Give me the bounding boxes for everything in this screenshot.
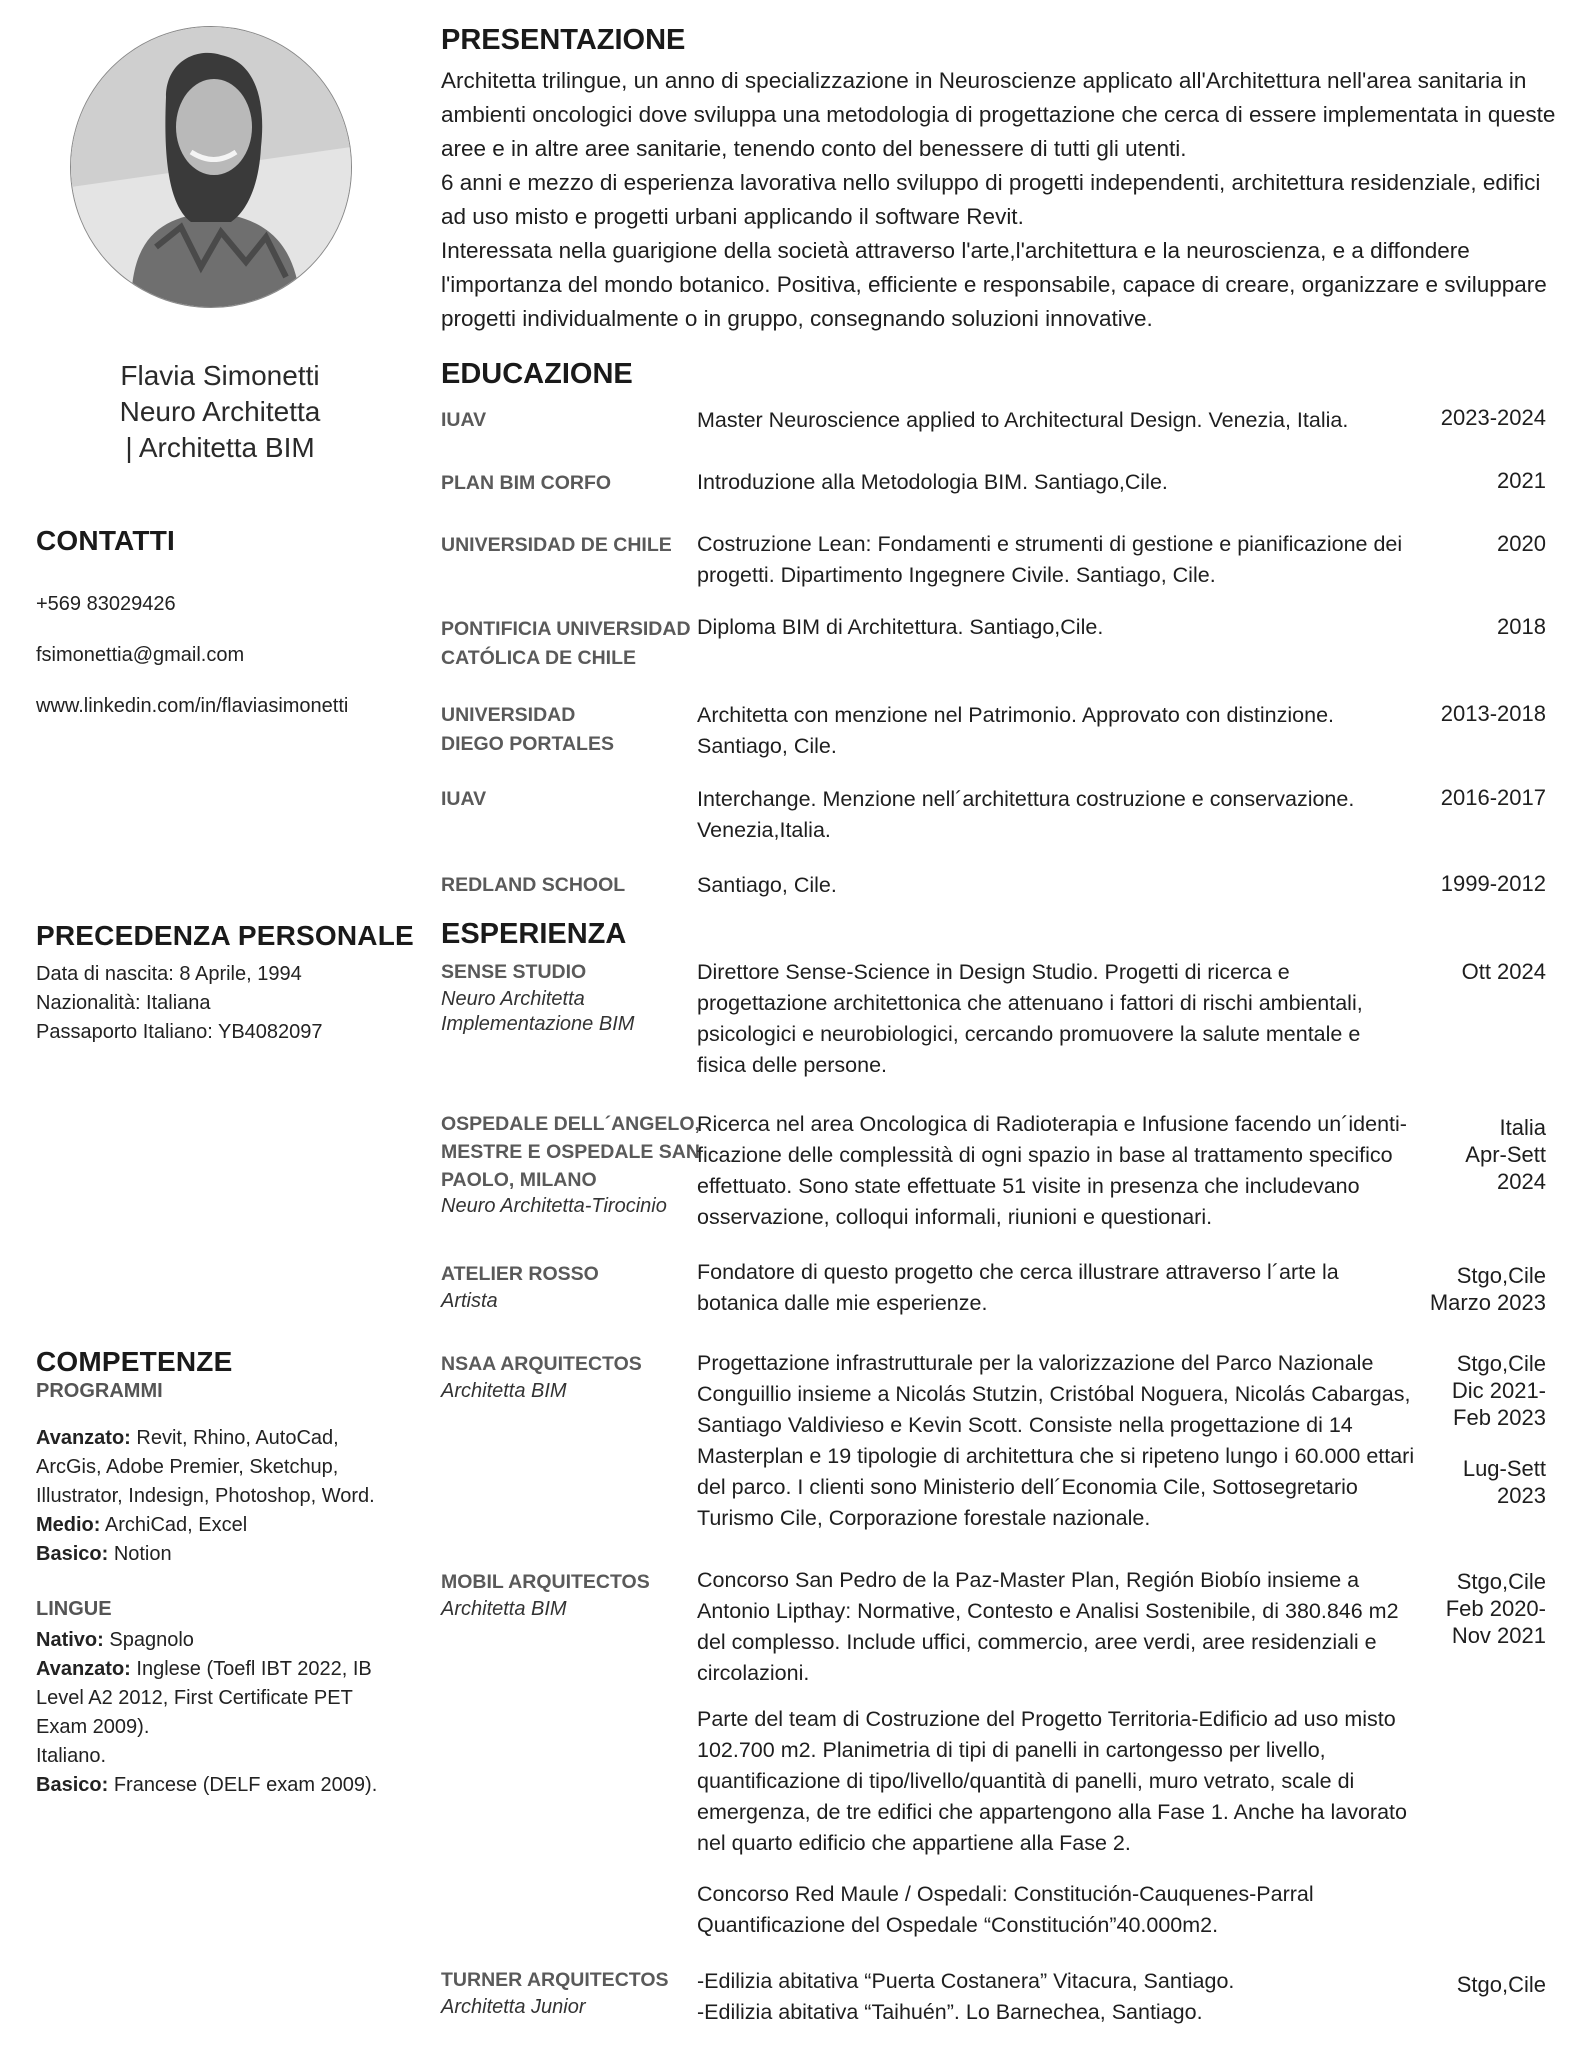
nationality: Nazionalità: Italiana	[36, 992, 211, 1014]
exp-desc: Ricerca nel area Oncologica di Radioterapia e Infusione facendo un´identi-ficazione delle complessità di ogni spazio in base al trattamento specifico effettuato. Sono state effettuate 51 visite in presenza che includevano osservazione, colloqui informali, riunioni e questionari.	[697, 1112, 1407, 1229]
exp-date: Italia Apr-Sett 2024	[1465, 1115, 1546, 1194]
phone-text[interactable]: +569 83029426	[36, 593, 176, 615]
exp-org: TURNER ARQUITECTOS Architetta Junior	[441, 1966, 691, 2020]
esperienza-heading: ESPERIENZA	[441, 918, 627, 950]
edu-desc: Diploma BIM di Architettura. Santiago,Cile.	[697, 615, 1104, 639]
exp-date: Lug-Sett 2023	[1462, 1456, 1546, 1508]
exp-org: ATELIER ROSSO Artista	[441, 1260, 691, 1314]
exp-date: Stgo,Cile Marzo 2023	[1429, 1263, 1546, 1315]
competenze-heading: COMPETENZE	[36, 1346, 233, 1377]
exp-desc: Direttore Sense-Science in Design Studio. Progetti di ricerca e progettazione architettonica che attenuano i fattori di rischi ambientali, psicologici e neurobiologici, cercando promuovere la salute mentale e fisica delle persone.	[697, 960, 1363, 1077]
birth-date: Data di nascita: 8 Aprile, 1994	[36, 963, 302, 985]
exp-date: Stgo,Cile Feb 2020- Nov 2021	[1445, 1569, 1546, 1648]
edu-date: 1999-2012	[1440, 871, 1546, 896]
exp-org: SENSE STUDIO Neuro Architetta Implementazione BIM	[441, 958, 691, 1037]
exp-org: MOBIL ARQUITECTOS Architetta BIM	[441, 1568, 691, 1622]
edu-desc: Master Neuroscience applied to Architectural Design. Venezia, Italia.	[697, 408, 1349, 432]
profile-subtitle: | Architetta BIM	[125, 432, 315, 463]
passport: Passaporto Italiano: YB4082097	[36, 1021, 323, 1043]
exp-desc: Fondatore di questo progetto che cerca illustrare attraverso l´arte la botanica dalle mie esperienze.	[697, 1260, 1339, 1315]
exp-org: NSAA ARQUITECTOS Architetta BIM	[441, 1350, 691, 1404]
lingue-heading: LINGUE	[36, 1598, 112, 1620]
edu-date: 2018	[1497, 614, 1546, 639]
language-italian: Italiano.	[36, 1745, 107, 1767]
exp-desc: Progettazione infrastrutturale per la valorizzazione del Parco Nazionale Conguillio insieme a Nicolás Stutzin, Cristóbal Noguera, Nicolás Cabargas, Santiago Valdivieso e Kevin Scott. Consiste nella progettazione di 14 Masterplan e 19 tipologie di architettura che si ripeteno lungo i 60.000 ettari del parco. I clienti sono Ministerio dell´Economia Cile, Sottosegretario Turismo Cile, Corporazione forestale nazionale.	[697, 1351, 1415, 1530]
edu-date: 2016-2017	[1440, 785, 1546, 810]
language-advanced-line: Level A2 2012, First Certificate PET	[36, 1687, 353, 1709]
edu-date: 2023-2024	[1440, 405, 1546, 430]
edu-desc: Interchange. Menzione nell´architettura costruzione e conservazione. Venezia,Italia.	[697, 787, 1355, 842]
exp-role: Neuro Architetta-Tirocinio	[441, 1195, 667, 1217]
profile-photo	[70, 26, 352, 308]
edu-org: PLAN BIM CORFO	[441, 472, 612, 494]
exp-date: Ott 2024	[1461, 959, 1546, 984]
educazione-heading: EDUCAZIONE	[441, 358, 633, 390]
exp-date: Stgo,Cile	[1456, 1972, 1546, 1997]
programmi-heading: PROGRAMMI	[36, 1380, 163, 1402]
language-basic: Basico: Francese (DELF exam 2009).	[36, 1774, 378, 1796]
presentazione-heading: PRESENTAZIONE	[441, 24, 686, 56]
exp-desc: Concorso San Pedro de la Paz-Master Plan, Región Biobío insieme a Antonio Lipthay: Normative, Contesto e Analisi Sostenibile, di 380.846 m2 del complesso. Include uffici, commercio, aree verdi, aree residenziali e circolazioni.	[697, 1568, 1399, 1685]
exp-date: Stgo,Cile Dic 2021- Feb 2023	[1451, 1351, 1546, 1430]
language-advanced-line: Exam 2009).	[36, 1716, 150, 1738]
skills-medium: Medio: ArchiCad, Excel	[36, 1514, 248, 1536]
edu-org: UNIVERSIDAD DE CHILE	[441, 534, 672, 556]
edu-org: UNIVERSIDAD DIEGO PORTALES	[441, 704, 614, 755]
edu-date: 2021	[1497, 468, 1546, 493]
exp-role: Architetta Junior	[441, 1996, 586, 2018]
contatti-heading: CONTATTI	[36, 525, 175, 556]
edu-date: 2020	[1497, 531, 1546, 556]
edu-org: PONTIFICIA UNIVERSIDAD CATÓLICA DE CHILE	[441, 618, 691, 669]
skills-advanced-line: Illustrator, Indesign, Photoshop, Word.	[36, 1485, 375, 1507]
edu-org: IUAV	[441, 409, 487, 431]
linkedin-link[interactable]: www.linkedin.com/in/flaviasimonetti	[36, 695, 349, 717]
exp-role: Artista	[441, 1290, 498, 1312]
edu-desc: Introduzione alla Metodologia BIM. Santiago,Cile.	[697, 470, 1168, 494]
presentazione-text: Architetta trilingue, un anno di specializzazione in Neuroscienze applicato all'Architettura nell'area sanitaria in ambienti oncologici dove sviluppa una metodologia di progettazione che cerca di essere implementata in queste aree e in altre aree sanitarie, tenendo conto del benessere di tutti gli utenti. 6 anni e mezzo di esperienza lavorativa nello sviluppo di progetti independenti, architettura residenziale, edifici ad uso misto e progetti urbani applicando il software Revit. Interessata nella guarigione della società attraverso l'arte,l'architettura e la neuroscienza, e a diffondere l'importanza del mondo botanico. Positiva, efficiente e responsabile, capace di creare, organizzare e sviluppare progetti individualmente o in gruppo, consegnando soluzioni innovative.	[441, 68, 1556, 331]
exp-role: Neuro Architetta	[441, 988, 585, 1010]
exp-org: OSPEDALE DELL´ANGELO, MESTRE E OSPEDALE SAN PAOLO, MILANO Neuro Architetta-Tirocinio	[441, 1113, 700, 1217]
edu-org: IUAV	[441, 788, 487, 810]
edu-desc: Architetta con menzione nel Patrimonio. Approvato con distinzione. Santiago, Cile.	[697, 703, 1335, 758]
language-native: Nativo: Spagnolo	[36, 1629, 194, 1651]
email-link[interactable]: fsimonettia@gmail.com	[36, 644, 245, 666]
skills-advanced-line: ArcGis, Adobe Premier, Sketchup,	[36, 1456, 339, 1478]
edu-desc: Santiago, Cile.	[697, 873, 837, 897]
exp-desc: -Edilizia abitativa “Puerta Costanera” Vitacura, Santiago. -Edilizia abitativa “Taihuén”. Lo Barnechea, Santiago.	[697, 1969, 1235, 2024]
exp-role: Architetta BIM	[441, 1380, 567, 1402]
skills-basic: Basico: Notion	[36, 1543, 172, 1565]
skills-advanced: Avanzato: Revit, Rhino, AutoCad,	[36, 1427, 339, 1449]
exp-desc: Concorso Red Maule / Ospedali: Constitución-Cauquenes-Parral Quantificazione del Ospedale “Constitución”40.000m2.	[697, 1882, 1314, 1937]
exp-role: Implementazione BIM	[441, 1013, 635, 1035]
exp-desc: Parte del team di Costruzione del Progetto Territoria-Edificio ad uso misto 102.700 m2. Planimetria di tipi di panelli in cartongesso per livello, quantificazione di tipo/livello/quantità di panelli, muro vetrato, scale di emergenza, de tre edifici che appartengono alla Fase 1. Anche ha lavorato nel quarto edificio che appartiene alla Fase 2.	[697, 1707, 1407, 1855]
personale-heading: PRECEDENZA PERSONALE	[36, 920, 414, 951]
profile-name: Flavia Simonetti	[120, 360, 320, 391]
edu-org: REDLAND SCHOOL	[441, 874, 626, 896]
exp-role: Architetta BIM	[441, 1598, 567, 1620]
language-advanced: Avanzato: Inglese (Toefl IBT 2022, IB	[36, 1658, 372, 1680]
profile-title: Neuro Architetta	[119, 396, 321, 427]
edu-date: 2013-2018	[1440, 701, 1546, 726]
edu-desc: Costruzione Lean: Fondamenti e strumenti di gestione e pianificazione dei progetti. Dipartimento Ingegnere Civile. Santiago, Cile.	[697, 532, 1403, 587]
